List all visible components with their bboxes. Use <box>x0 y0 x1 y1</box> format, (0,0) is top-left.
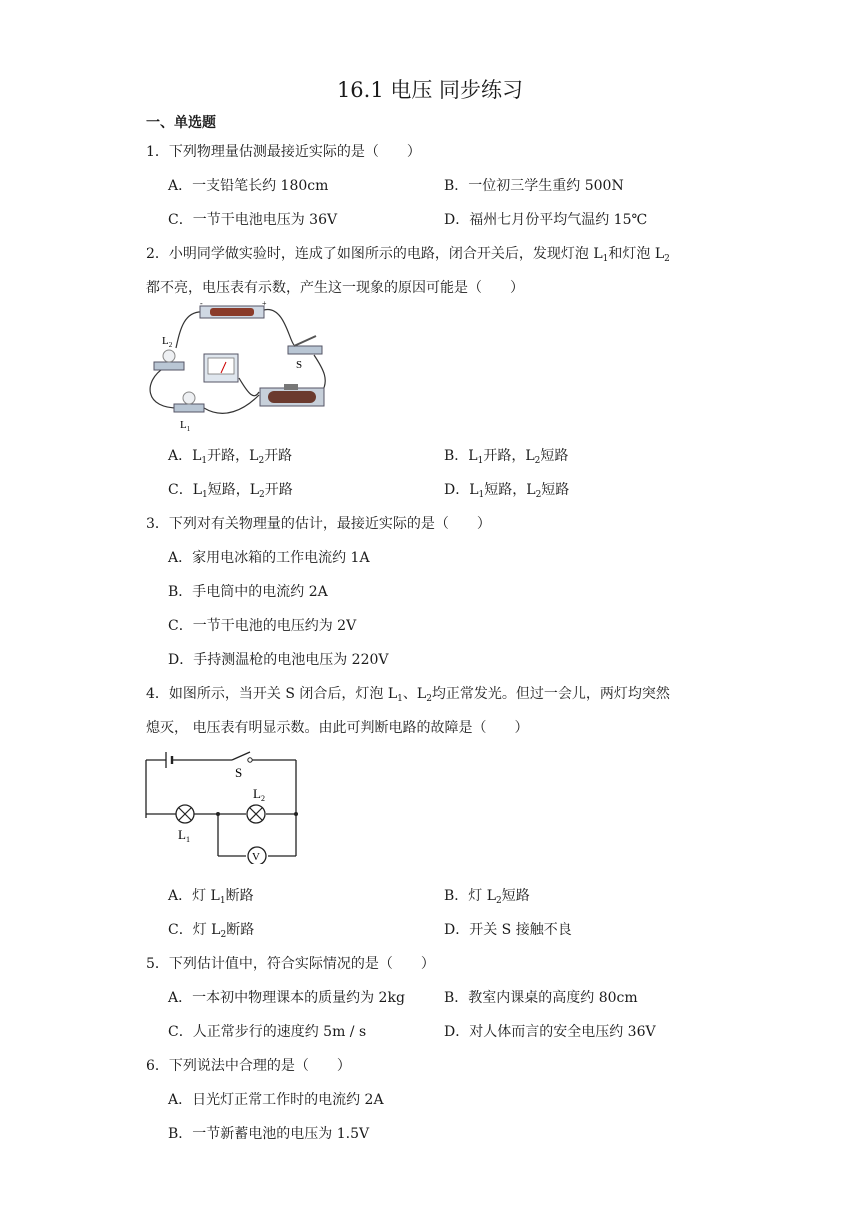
lamp-l1-label: $L_1$ <box>178 827 190 844</box>
question-6-option-b: B．一节新蓄电池的电压为 1.5V <box>168 1126 370 1142</box>
lamp-l2-label: $L_2$ <box>253 786 265 803</box>
lamp-l2-label: $L_2$ <box>162 335 173 349</box>
question-5-stem: 5．下列估计值中，符合实际情况的是（ ） <box>146 956 435 972</box>
question-2-stem-line2: 都不亮，电压表有示数，产生这一现象的原因可能是（ ） <box>146 280 524 296</box>
question-6-option-a: A．日光灯正常工作时的电流约 2A <box>168 1092 384 1108</box>
lamp-l1-label: $L_1$ <box>180 419 191 432</box>
question-4-circuit-diagram <box>140 748 306 864</box>
question-3-option-d: D．手持测温枪的电池电压为 220V <box>168 652 389 668</box>
question-1-option-c: C．一节干电池电压为 36V <box>168 212 338 228</box>
page-title: 16.1 电压 同步练习 <box>336 78 524 102</box>
question-5-option-a: A．一本初中物理课本的质量约为 2kg <box>168 990 405 1006</box>
switch-label: S <box>296 359 303 371</box>
question-4-stem-line2: 熄灭， 电压表有明显示数。由此可判断电路的故障是（ ） <box>146 720 529 736</box>
question-4-option-c: C．灯 $L_2$断路 <box>168 922 255 940</box>
question-3-option-a: A．家用电冰箱的工作电流约 1A <box>168 550 370 566</box>
question-3-option-b: B．手电筒中的电流约 2A <box>168 584 328 600</box>
section-heading: 一、单选题 <box>146 115 216 131</box>
question-1-option-d: D．福州七月份平均气温约 15℃ <box>444 212 648 228</box>
question-5-option-c: C．人正常步行的速度约 5m / s <box>168 1024 367 1040</box>
question-2-option-b: B．$L_1$开路，$L_2$短路 <box>444 448 569 466</box>
switch-s-label: S <box>235 765 243 780</box>
question-3-option-c: C．一节干电池的电压约为 2V <box>168 618 357 634</box>
question-2-option-a: A．$L_1$开路，$L_2$开路 <box>168 448 293 466</box>
question-4-option-b: B．灯 $L_2$短路 <box>444 888 530 906</box>
question-4-option-a: A．灯 $L_1$断路 <box>168 888 254 906</box>
question-2-option-c: C．$L_1$短路，$L_2$开路 <box>168 482 293 500</box>
question-5-option-d: D．对人体而言的安全电压约 36V <box>444 1024 656 1040</box>
voltmeter-label: V <box>252 851 260 863</box>
question-5-option-b: B．教室内课桌的高度约 80cm <box>444 990 638 1006</box>
question-1-option-a: A．一支铅笔长约 180cm <box>168 178 329 194</box>
question-4-option-d: D．开关 S 接触不良 <box>444 922 572 938</box>
question-6-stem: 6．下列说法中合理的是（ ） <box>146 1058 351 1074</box>
question-2-option-d: D．$L_1$短路，$L_2$短路 <box>444 482 570 500</box>
battery-minus-label: - <box>200 300 203 308</box>
question-1-stem: 1．下列物理量估测最接近实际的是（ ） <box>146 144 421 160</box>
question-1-option-b: B．一位初三学生重约 500N <box>444 178 624 194</box>
battery-plus-label: + <box>262 300 267 308</box>
question-3-stem: 3．下列对有关物理量的估计，最接近实际的是（ ） <box>146 516 491 532</box>
question-2-stem-line1: 2．小明同学做实验时，连成了如图所示的电路，闭合开关后，发现灯泡 $L_1$和灯泡 $L_2$ <box>146 246 670 264</box>
question-4-stem-line1: 4．如图所示，当开关 S 闭合后，灯泡 $L_1$、$L_2$均正常发光。但过一会儿，两灯均突然 <box>146 686 670 704</box>
question-2-circuit-photo <box>144 300 334 432</box>
